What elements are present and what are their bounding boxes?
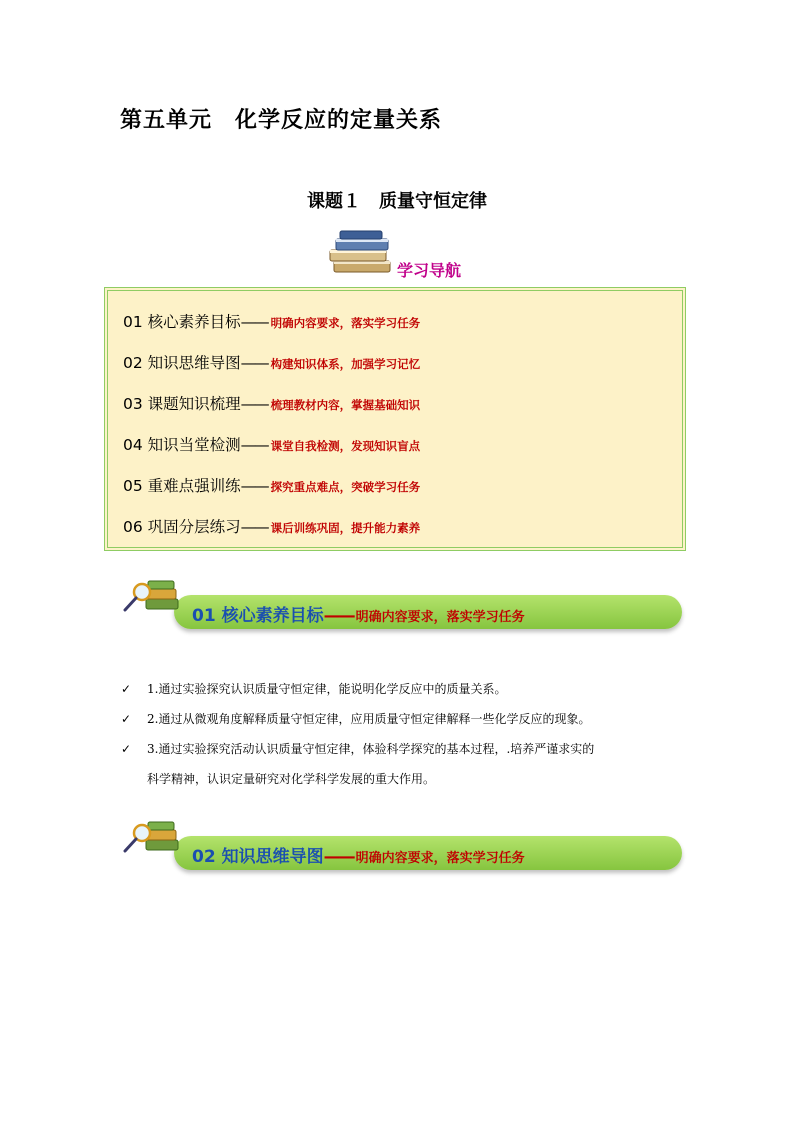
goal-text: 2.通过从微观角度解释质量守恒定律，应用质量守恒定律解释一些化学反应的现象。 [147,712,591,726]
nav-item [123,392,420,414]
nav-item-dash: —— [240,395,268,413]
goal-text: 3.通过实验探究活动认识质量守恒定律，体验科学探究的基本过程，.培养严谨求实的 [147,742,595,756]
section-title-dash: —— [323,847,354,867]
nav-item [123,515,420,537]
nav-item-desc: 明确内容要求，落实学习任务 [270,316,421,330]
section-banner-core-goals [120,575,690,635]
section-title [192,842,525,867]
check-icon: ✓ [121,682,132,696]
nav-item-title: 05 重难点强训练 [123,477,241,495]
nav-item-desc: 探究重点难点，突破学习任务 [270,480,421,494]
nav-item-dash: —— [240,518,268,536]
nav-item-desc: 课后训练巩固，提升能力素养 [270,521,421,535]
unit-title: 第五单元 化学反应的定量关系 [120,108,443,133]
check-icon: ✓ [121,742,132,756]
nav-item [123,474,420,496]
nav-item-title: 06 巩固分层练习 [123,518,241,536]
nav-item-dash: —— [240,354,268,372]
nav-item-title: 02 知识思维导图 [123,354,241,372]
section-banner-mind-map [120,816,690,876]
nav-item-title: 01 核心素养目标 [123,313,241,331]
section-title-main: 01 核心素养目标 [192,606,324,626]
nav-item-title: 04 知识当堂检测 [123,436,241,454]
section-title-main: 02 知识思维导图 [192,847,324,867]
check-icon: ✓ [121,712,132,726]
nav-item-dash: —— [240,313,268,331]
nav-item-dash: —— [240,436,268,454]
nav-item [123,351,420,373]
goal-item [121,680,506,697]
section-title [192,601,525,626]
section-title-desc: 明确内容要求，落实学习任务 [355,610,525,625]
magnifier-books-icon [120,816,182,860]
learning-nav-header [328,230,488,280]
section-title-dash: —— [323,606,354,626]
nav-item-desc: 构建知识体系，加强学习记忆 [270,357,421,371]
nav-item-desc: 课堂自我检测，发现知识盲点 [270,439,421,453]
nav-item-desc: 梳理教材内容，掌握基础知识 [270,398,421,412]
section-title-desc: 明确内容要求，落实学习任务 [355,851,525,866]
nav-item-title: 03 课题知识梳理 [123,395,241,413]
nav-item [123,310,420,332]
goal-item [121,740,594,757]
lesson-title: 课题１ 质量守恒定律 [307,191,487,212]
learning-nav-label: 学习导航 [397,261,462,280]
goal-continuation: 科学精神，认识定量研究对化学科学发展的重大作用。 [147,772,436,786]
goal-text: 1.通过实验探究认识质量守恒定律，能说明化学反应中的质量关系。 [147,682,507,696]
learning-nav-box [104,287,686,551]
magnifier-books-icon [120,575,182,619]
nav-item-dash: —— [240,477,268,495]
goal-item [121,710,590,727]
books-icon [328,230,398,276]
nav-item [123,433,420,455]
